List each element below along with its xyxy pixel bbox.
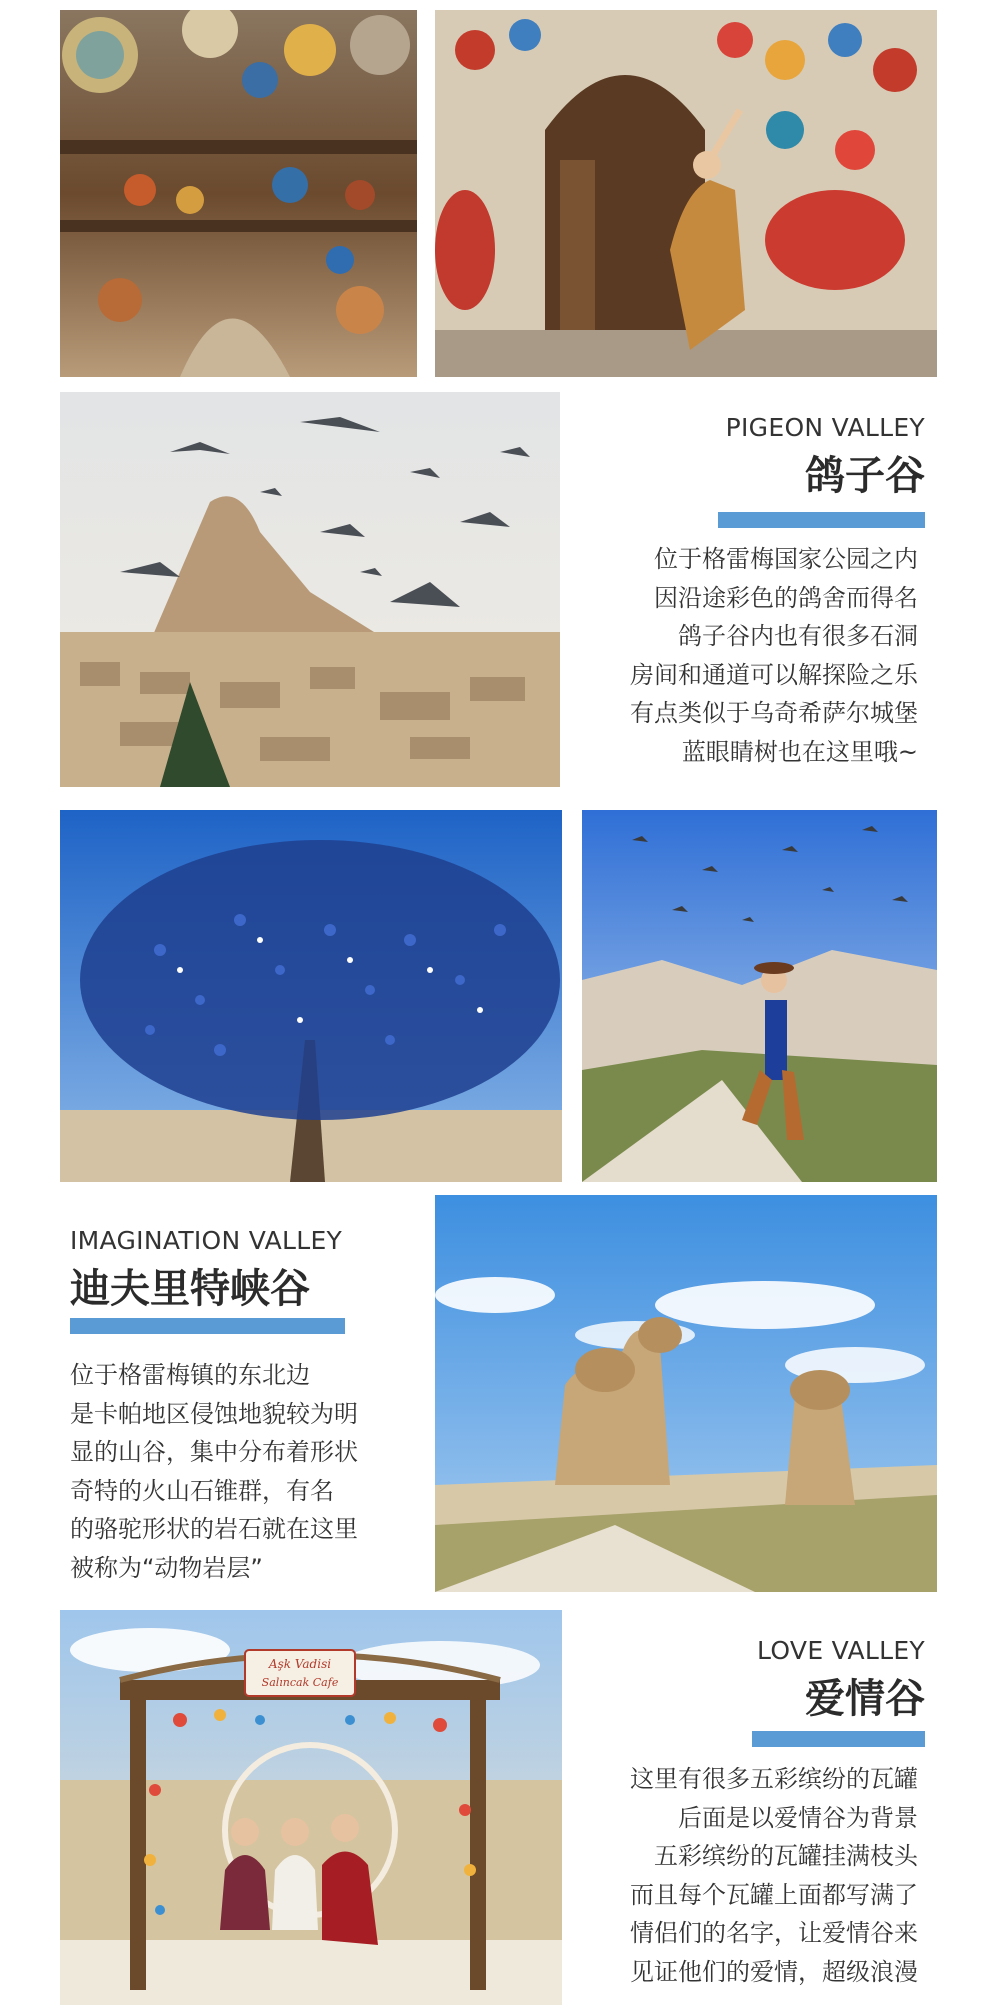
pigeon-valley-photo <box>60 392 560 787</box>
imagination-description <box>70 1356 420 1587</box>
pigeon-text-block <box>580 413 925 499</box>
pigeon-description <box>570 540 918 771</box>
pigeon-zh-title: 鸽子谷 <box>805 453 925 499</box>
imagination-line: 显的山谷，集中分布着形状 <box>70 1438 358 1466</box>
love-zh-title: 爱情谷 <box>805 1676 925 1722</box>
imagination-text-block <box>70 1226 430 1312</box>
pigeon-en-title: PIGEON VALLEY <box>725 413 925 442</box>
love-line: 情侣们的名字，让爱情谷来 <box>630 1919 918 1947</box>
imagination-line: 被称为“动物岩层” <box>70 1553 263 1582</box>
love-description <box>570 1760 918 1991</box>
pigeon-line: 房间和通道可以解探险之乐 <box>630 660 918 689</box>
love-line: 五彩缤纷的瓦罐挂满枝头 <box>654 1842 918 1870</box>
imagination-line: 是卡帕地区侵蚀地貌较为明 <box>70 1399 358 1428</box>
imagination-en-title: IMAGINATION VALLEY <box>70 1226 343 1255</box>
pigeon-line: 位于格雷梅国家公园之内 <box>654 545 918 573</box>
love-text-block <box>580 1636 925 1722</box>
hiker-valley-photo <box>582 810 937 1182</box>
pottery-doorway-photo <box>435 10 937 377</box>
pottery-shop-photo <box>60 10 417 377</box>
evil-eye-tree-photo <box>60 810 562 1182</box>
imagination-line: 奇特的火山石锥群，有名 <box>70 1476 334 1505</box>
love-valley-swing-photo <box>60 1610 562 2005</box>
cafe-sign-line1: Aşk Vadisi <box>268 1657 332 1671</box>
pigeon-line: 鸽子谷内也有很多石洞 <box>678 622 918 650</box>
camel-rock-photo <box>435 1195 937 1592</box>
imagination-zh-title: 迪夫里特峡谷 <box>70 1266 310 1312</box>
love-en-title: LOVE VALLEY <box>757 1636 925 1665</box>
love-accent-rule <box>752 1731 925 1747</box>
love-line: 而且每个瓦罐上面都写满了 <box>630 1880 918 1909</box>
pigeon-line: 有点类似于乌奇希萨尔城堡 <box>630 699 918 727</box>
imagination-line: 位于格雷梅镇的东北边 <box>70 1361 310 1389</box>
love-line: 后面是以爱情谷为背景 <box>678 1803 918 1832</box>
pigeon-line: 蓝眼睛树也在这里哦~ <box>681 737 918 766</box>
imagination-accent-rule <box>70 1318 345 1334</box>
pigeon-line: 因沿途彩色的鸽舍而得名 <box>654 583 918 612</box>
imagination-line: 的骆驼形状的岩石就在这里 <box>70 1515 358 1543</box>
love-line: 见证他们的爱情，超级浪漫 <box>630 1957 918 1986</box>
pigeon-accent-rule <box>718 512 925 528</box>
love-line: 这里有很多五彩缤纷的瓦罐 <box>630 1765 918 1793</box>
cafe-sign-line2: Salıncak Cafe <box>261 1676 339 1689</box>
